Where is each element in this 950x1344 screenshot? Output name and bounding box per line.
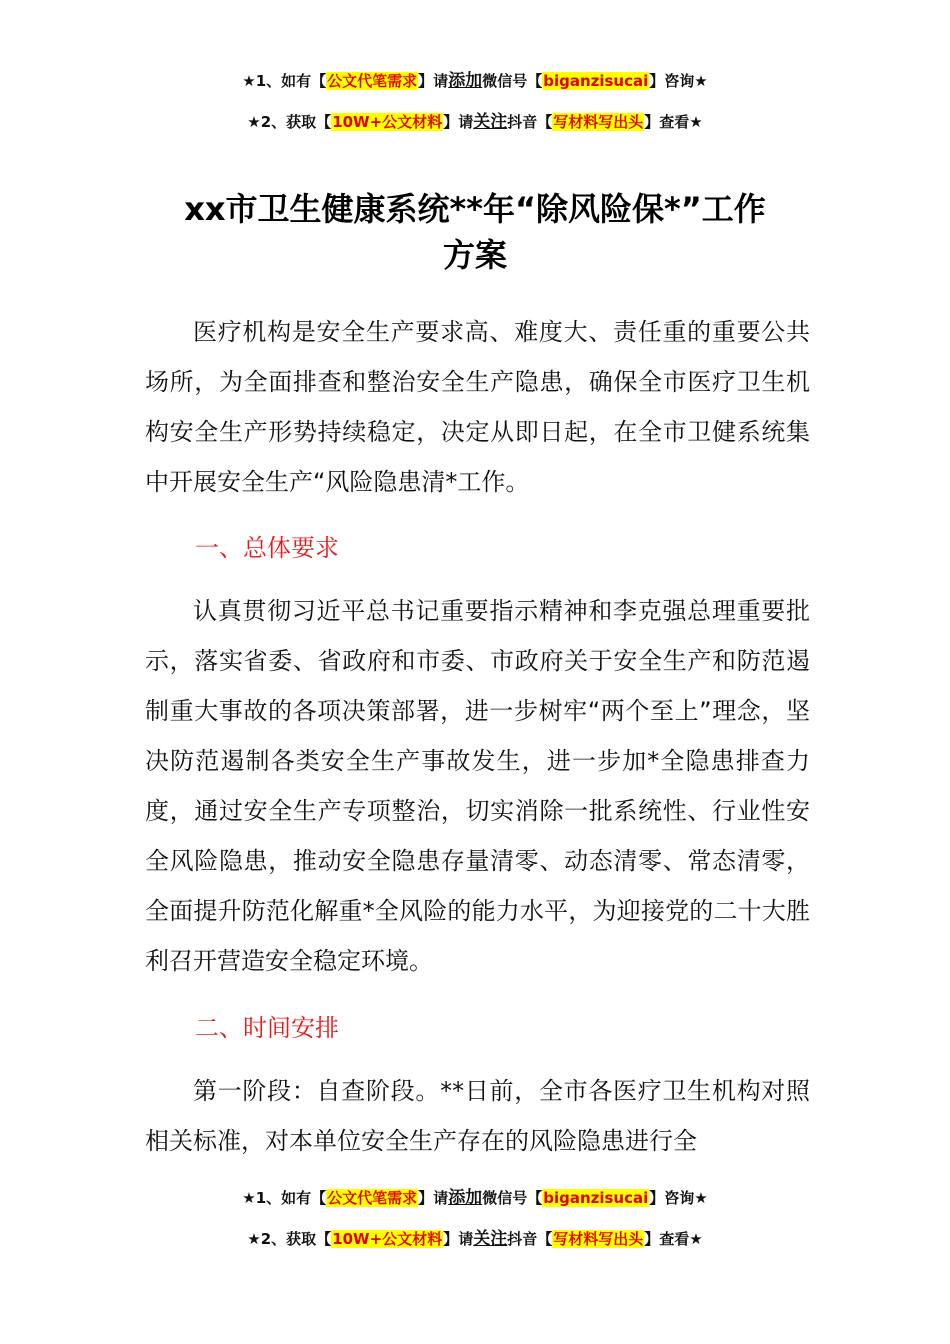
bottom-banner-line-1: ★1、如有【公文代笔需求】请添加微信号【biganzisucai】咨询★ [242,1188,708,1208]
bottom-banner-line-2: ★2、获取【10W+公文材料】请关注抖音【写材料写出头】查看★ [247,1229,703,1249]
highlight-wechat-id: biganzisucai [543,72,649,90]
section-1-block [145,586,810,986]
highlight-writing-service: 公文代笔需求 [327,1189,418,1207]
section-1-heading: 一、总体要求 [195,534,339,562]
top-banner-line-1: ★1、如有【公文代笔需求】请添加微信号【biganzisucai】咨询★ [242,71,708,91]
highlight-douyin-account: 写材料写出头 [553,1230,644,1248]
intro-block [145,307,810,507]
title-line-1: xx市卫生健康系统**年“除风险保*”工作 [184,190,766,228]
highlight-writing-service: 公文代笔需求 [327,72,418,90]
document-title [100,186,850,278]
top-banner-line-2: ★2、获取【10W+公文材料】请关注抖音【写材料写出头】查看★ [247,112,703,132]
section-2-paragraph: 第一阶段：自查阶段。**日前，全市各医疗卫生机构对照相关标准，对本单位安全生产存在的风险隐患进行全 [145,1077,810,1155]
section-2-heading: 二、时间安排 [195,1014,339,1042]
section-1-paragraph: 认真贯彻习近平总书记重要指示精神和李克强总理重要批示，落实省委、省政府和市委、市政府关于安全生产和防范遏制重大事故的各项决策部署，进一步树牢“两个至上”理念，坚决防范遏制各类安全生产事故发生，进一步加*全隐患排查力度，通过安全生产专项整治，切实消除一批系统性、行业性安全风险隐患，推动安全隐患存量清零、动态清零、常态清零，全面提升防范化解重*全风险的能力水平，为迎接党的二十大胜利召开营造安全稳定环境。 [145,597,810,975]
intro-paragraph: 医疗机构是安全生产要求高、难度大、责任重的重要公共场所，为全面排查和整治安全生产隐患，确保全市医疗卫生机构安全生产形势持续稳定，决定从即日起，在全市卫健系统集中开展安全生产“风险隐患清*工作。 [145,318,810,496]
highlight-douyin-account: 写材料写出头 [553,113,644,131]
highlight-materials: 10W+公文材料 [332,113,443,131]
section-2-block [145,1066,810,1166]
highlight-wechat-id: biganzisucai [543,1189,649,1207]
highlight-materials: 10W+公文材料 [332,1230,443,1248]
title-line-2: 方案 [442,236,507,274]
